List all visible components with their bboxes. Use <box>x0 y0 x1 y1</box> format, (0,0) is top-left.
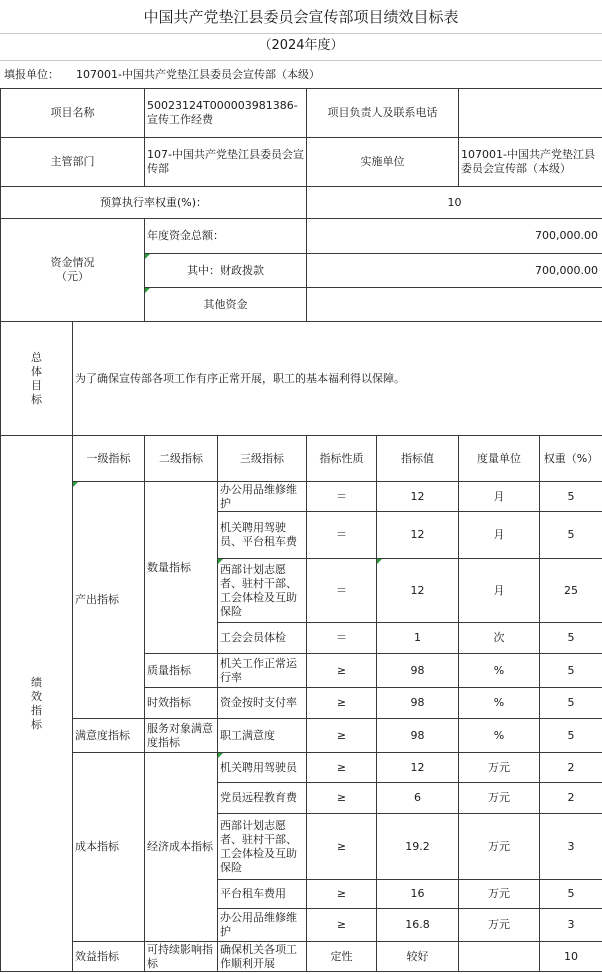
indicator-nature: ≥ <box>307 783 377 814</box>
performance-table <box>0 88 602 972</box>
indicator-unit: 月 <box>459 559 540 623</box>
group-timeliness: 时效指标 <box>145 688 218 719</box>
header-level1: 一级指标 <box>73 436 145 482</box>
group-satisfaction: 满意度指标 <box>73 719 145 753</box>
indicator-name: 机关聘用驾驶员 <box>218 753 307 783</box>
indicator-weight: 5 <box>540 880 602 909</box>
indicator-weight: 2 <box>540 753 602 783</box>
indicator-name: 党员远程教育费 <box>218 783 307 814</box>
indicator-weight: 5 <box>540 623 602 654</box>
indicator-nature: 定性 <box>307 942 377 972</box>
indicator-name: 办公用品维修维护 <box>218 909 307 942</box>
funds-label: 资金情况 （元） <box>1 219 145 322</box>
group-quality: 质量指标 <box>145 654 218 688</box>
indicator-nature: ≥ <box>307 909 377 942</box>
indicator-unit: % <box>459 688 540 719</box>
impl-unit-value: 107001-中国共产党垫江县委员会宣传部（本级） <box>459 138 602 187</box>
indicator-name: 职工满意度 <box>218 719 307 753</box>
indicator-unit: 万元 <box>459 753 540 783</box>
reporting-unit-label: 填报单位： <box>4 68 59 81</box>
responsible-value <box>459 89 602 138</box>
indicator-weight: 5 <box>540 654 602 688</box>
indicator-nature: ≥ <box>307 880 377 909</box>
indicator-unit: 月 <box>459 482 540 512</box>
indicator-value: 19.2 <box>377 814 459 880</box>
budget-rate-label: 预算执行率权重(%)： <box>1 187 307 219</box>
indicator-value: 较好 <box>377 942 459 972</box>
reporting-unit-row <box>0 60 602 89</box>
indicator-name: 平台租车费用 <box>218 880 307 909</box>
funds-total-value: 700,000.00 <box>307 219 602 254</box>
indicator-nature: ≥ <box>307 654 377 688</box>
header-level3: 三级指标 <box>218 436 307 482</box>
indicator-weight: 2 <box>540 783 602 814</box>
indicator-value: 98 <box>377 654 459 688</box>
indicator-name: 机关工作正常运行率 <box>218 654 307 688</box>
indicator-nature: ≥ <box>307 719 377 753</box>
responsible-label: 项目负责人及联系电话 <box>307 89 459 138</box>
table-row <box>1 753 602 783</box>
budget-rate-value: 10 <box>307 187 602 219</box>
indicator-name: 西部计划志愿者、驻村干部、工会体检及互助保险 <box>218 814 307 880</box>
indicator-value: 12 <box>377 482 459 512</box>
header-level2: 二级指标 <box>145 436 218 482</box>
indicator-weight: 3 <box>540 909 602 942</box>
indicator-unit: 次 <box>459 623 540 654</box>
indicators-section-label: 绩 效 指 标 <box>1 436 73 972</box>
header-unit: 度量单位 <box>459 436 540 482</box>
indicator-name: 办公用品维修维护 <box>218 482 307 512</box>
page-title: 中国共产党垫江县委员会宣传部项目绩效目标表 <box>0 0 602 34</box>
indicator-value: 98 <box>377 688 459 719</box>
indicator-value: 16.8 <box>377 909 459 942</box>
header-value: 指标值 <box>377 436 459 482</box>
indicator-nature: ＝ <box>307 559 377 623</box>
project-name-label: 项目名称 <box>1 89 145 138</box>
indicator-weight: 5 <box>540 512 602 559</box>
indicator-weight: 3 <box>540 814 602 880</box>
indicator-value: 98 <box>377 719 459 753</box>
overall-goal-label: 总 体 目 标 <box>1 322 73 436</box>
indicator-nature: ≥ <box>307 814 377 880</box>
table-row <box>1 482 602 512</box>
funds-fiscal-label: 其中：财政拨款 <box>145 254 307 288</box>
indicator-weight: 10 <box>540 942 602 972</box>
group-cost: 成本指标 <box>73 753 145 942</box>
funds-other-value <box>307 288 602 322</box>
funds-other-label: 其他资金 <box>145 288 307 322</box>
indicator-name: 机关聘用驾驶员、平台租车费 <box>218 512 307 559</box>
indicator-unit: 万元 <box>459 880 540 909</box>
group-service-satisfaction: 服务对象满意度指标 <box>145 719 218 753</box>
group-output: 产出指标 <box>73 482 145 719</box>
group-quantity: 数量指标 <box>145 482 218 654</box>
impl-unit-label: 实施单位 <box>307 138 459 187</box>
indicator-unit: % <box>459 719 540 753</box>
header-nature: 指标性质 <box>307 436 377 482</box>
funds-total-label: 年度资金总额： <box>145 219 307 254</box>
table-row <box>1 719 602 753</box>
indicator-weight: 5 <box>540 482 602 512</box>
indicator-weight: 5 <box>540 719 602 753</box>
group-economic-cost: 经济成本指标 <box>145 753 218 942</box>
indicator-unit: 万元 <box>459 814 540 880</box>
indicator-nature: ＝ <box>307 482 377 512</box>
overall-goal-value: 为了确保宣传部各项工作有序正常开展，职工的基本福利得以保障。 <box>73 322 602 436</box>
table-row <box>1 942 602 972</box>
indicator-weight: 25 <box>540 559 602 623</box>
indicator-nature: ≥ <box>307 753 377 783</box>
reporting-unit-value: 107001-中国共产党垫江县委员会宣传部（本级） <box>76 68 320 81</box>
dept-value: 107-中国共产党垫江县委员会宣传部 <box>145 138 307 187</box>
fiscal-year: （2024年度） <box>258 38 344 53</box>
project-name-value: 50023124T000003981386-宣传工作经费 <box>145 89 307 138</box>
indicator-value: 12 <box>377 512 459 559</box>
group-benefit: 效益指标 <box>73 942 145 972</box>
indicator-unit: % <box>459 654 540 688</box>
indicator-name: 西部计划志愿者、驻村干部、工会体检及互助保险 <box>218 559 307 623</box>
indicator-unit <box>459 942 540 972</box>
dept-label: 主管部门 <box>1 138 145 187</box>
indicator-weight: 5 <box>540 688 602 719</box>
indicator-nature: ＝ <box>307 512 377 559</box>
funds-fiscal-value: 700,000.00 <box>307 254 602 288</box>
indicator-nature: ≥ <box>307 688 377 719</box>
indicator-value: 16 <box>377 880 459 909</box>
group-sustainability: 可持续影响指标 <box>145 942 218 972</box>
indicator-name: 资金按时支付率 <box>218 688 307 719</box>
header-weight: 权重（%） <box>540 436 602 482</box>
indicator-nature: ＝ <box>307 623 377 654</box>
indicator-name: 工会会员体检 <box>218 623 307 654</box>
indicator-unit: 万元 <box>459 909 540 942</box>
indicator-value: 12 <box>377 753 459 783</box>
indicator-name: 确保机关各项工作顺利开展 <box>218 942 307 972</box>
indicator-unit: 万元 <box>459 783 540 814</box>
indicator-value: 6 <box>377 783 459 814</box>
indicator-value: 1 <box>377 623 459 654</box>
indicator-value: 12 <box>377 559 459 623</box>
indicator-unit: 月 <box>459 512 540 559</box>
